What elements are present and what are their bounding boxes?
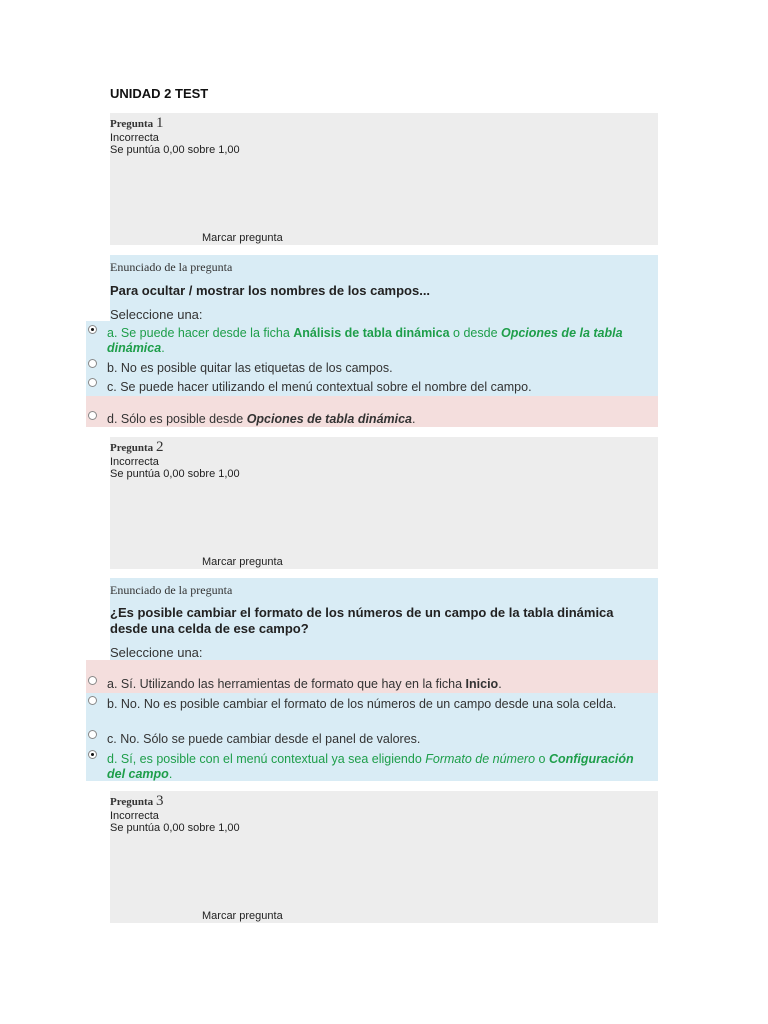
question-label xyxy=(110,115,163,132)
question-number: 1 xyxy=(155,115,164,131)
select-one-label: Seleccione una: xyxy=(110,307,203,322)
option-d[interactable]: d. Sólo es posible desde Opciones de tabla dinámica. xyxy=(107,412,416,426)
question-label xyxy=(110,793,163,810)
question-state: Incorrecta xyxy=(110,132,159,144)
option-a[interactable]: a. Sí. Utilizando las herramientas de formato que hay en la ficha Inicio. xyxy=(107,677,502,691)
question-text: Para ocultar / mostrar los nombres de los campos... xyxy=(110,283,431,298)
radio-option-c[interactable] xyxy=(88,378,97,387)
question-label-text: Pregunta xyxy=(110,796,154,808)
question-grade: Se puntúa 0,00 sobre 1,00 xyxy=(110,822,240,834)
question-grade: Se puntúa 0,00 sobre 1,00 xyxy=(110,144,240,156)
question-state: Incorrecta xyxy=(110,456,159,468)
option-d[interactable]: d. Sí, es posible con el menú contextual ya sea eligiendo Formato de número o Configuración del campo. xyxy=(107,752,634,781)
question-statement-heading: Enunciado de la pregunta xyxy=(110,583,233,597)
radio-option-d[interactable] xyxy=(88,750,97,759)
question-state: Incorrecta xyxy=(110,810,159,822)
option-b[interactable]: b. No es posible quitar las etiquetas de los campos. xyxy=(107,361,393,375)
radio-option-a[interactable] xyxy=(88,676,97,685)
select-one-label: Seleccione una: xyxy=(110,645,203,660)
question-info-3 xyxy=(110,791,658,923)
question-statement-heading: Enunciado de la pregunta xyxy=(110,260,233,274)
radio-option-b[interactable] xyxy=(88,359,97,368)
option-a[interactable]: a. Se puede hacer desde la ficha Análisis de tabla dinámica o desde Opciones de la tabla dinámica. xyxy=(107,326,623,355)
page-title: UNIDAD 2 TEST xyxy=(110,86,209,101)
question-number: 3 xyxy=(155,793,164,809)
flag-question-link[interactable]: Marcar pregunta xyxy=(202,910,283,922)
radio-option-c[interactable] xyxy=(88,730,97,739)
option-b[interactable]: b. No. No es posible cambiar el formato de los números de un campo desde una sola celda. xyxy=(107,697,617,711)
question-label xyxy=(110,439,163,456)
question-info-2 xyxy=(110,437,658,569)
option-c[interactable]: c. No. Sólo se puede cambiar desde el panel de valores. xyxy=(107,732,421,746)
question-label-text: Pregunta xyxy=(110,442,154,454)
question-info-1 xyxy=(110,113,658,245)
question-number: 2 xyxy=(155,439,164,455)
radio-option-d[interactable] xyxy=(88,411,97,420)
radio-option-b[interactable] xyxy=(88,696,97,705)
option-c[interactable]: c. Se puede hacer utilizando el menú contextual sobre el nombre del campo. xyxy=(107,380,532,394)
question-label-text: Pregunta xyxy=(110,118,154,130)
flag-question-link[interactable]: Marcar pregunta xyxy=(202,232,283,244)
question-grade: Se puntúa 0,00 sobre 1,00 xyxy=(110,468,240,480)
radio-option-a[interactable] xyxy=(88,325,97,334)
question-text: ¿Es posible cambiar el formato de los números de un campo de la tabla dinámica desde una celda de ese campo? xyxy=(110,605,614,636)
flag-question-link[interactable]: Marcar pregunta xyxy=(202,556,283,568)
